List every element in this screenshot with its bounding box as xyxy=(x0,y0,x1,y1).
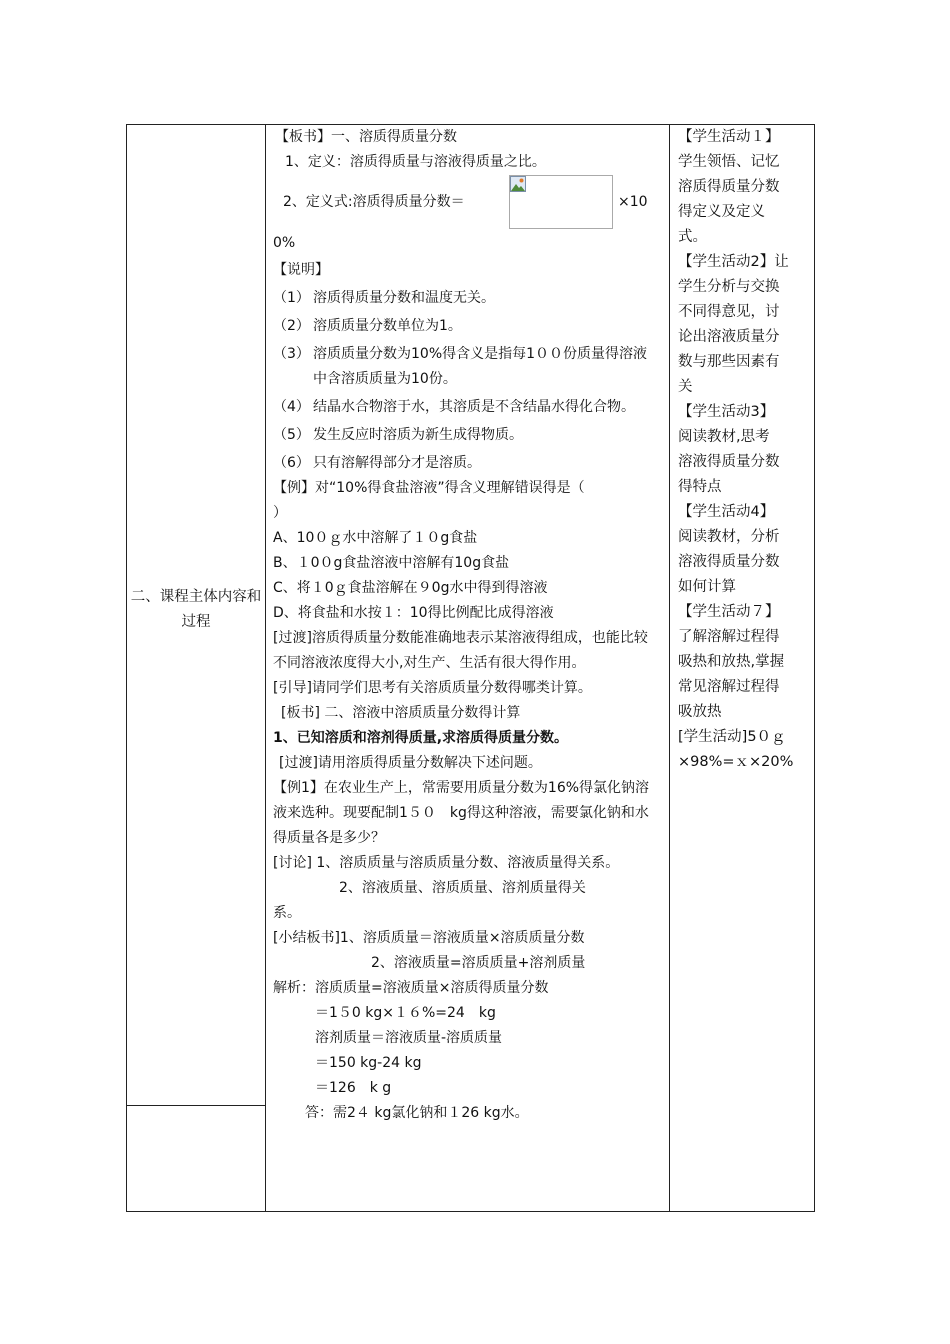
board-heading-2: [板书] 二、溶液中溶质质量分数得计算 xyxy=(281,705,521,721)
activity-line: 论出溶液质量分 xyxy=(678,329,780,345)
example-question-end: ） xyxy=(273,505,287,521)
calc-line-4: ＝126 k g xyxy=(315,1080,392,1096)
activity-line: [学生活动]5０ｇ xyxy=(678,729,786,745)
note-item-2: （2） 溶质质量分数单位为1。 xyxy=(273,318,462,334)
column-divider-2 xyxy=(669,125,670,1211)
activity-line: 阅读教材，分析 xyxy=(678,529,780,545)
formula-image-placeholder xyxy=(509,175,613,229)
activity-line: 关 xyxy=(678,379,693,395)
option-a: A、10０ｇ水中溶解了１０g食盐 xyxy=(273,530,478,546)
column-divider-1 xyxy=(265,125,266,1211)
transition-1: [过渡]溶质得质量分数能准确地表示某溶液得组成，也能比较不同溶液浓度得大小,对生产、生活有很大得作用。 xyxy=(273,630,648,671)
activity-line: 阅读教材,思考 xyxy=(678,429,770,445)
formula-tail: 0% xyxy=(273,235,296,251)
activity-line: 【学生活动4】 xyxy=(678,504,775,520)
activity-line: 了解溶解过程得 xyxy=(678,629,780,645)
activity-line: 得定义及定义 xyxy=(678,204,765,220)
bold-heading: 1、已知溶质和溶剂得质量,求溶质得质量分数。 xyxy=(273,730,569,746)
summary-2: 2、溶液质量=溶质质量+溶剂质量 xyxy=(371,955,586,971)
activity-line: 溶质得质量分数 xyxy=(678,179,780,195)
note-item-4: （4） 结晶水合物溶于水，其溶质是不含结晶水得化合物。 xyxy=(273,399,635,415)
example-question: 【例】对“10%得食盐溶液”得含义理解错误得是（ xyxy=(273,480,585,496)
broken-image-icon xyxy=(510,176,526,192)
transition-2: [过渡]请用溶质得质量分数解决下述问题。 xyxy=(279,755,542,771)
note-heading: 【说明】 xyxy=(273,262,329,278)
note-item-1: （1） 溶质得质量分数和温度无关。 xyxy=(273,290,495,306)
analysis-line: 解析：溶质质量=溶液质量×溶质得质量分数 xyxy=(273,980,549,996)
activity-line: 【学生活动７】 xyxy=(678,604,780,620)
option-c: C、将１0ｇ食盐溶解在９0g水中得到得溶液 xyxy=(273,580,548,596)
activity-line: ×98%=ｘ×20% xyxy=(678,754,794,770)
activity-line: 学生分析与交换 xyxy=(678,279,780,295)
activity-line: 【学生活动１】 xyxy=(678,129,780,145)
note-item-6: （6） 只有溶解得部分才是溶质。 xyxy=(273,455,481,471)
calc-line-3: ＝150 kg-24 kg xyxy=(315,1055,422,1071)
formula-row xyxy=(273,175,661,233)
activity-column xyxy=(678,125,810,775)
lesson-table xyxy=(126,124,815,1212)
activity-line: 不同得意见，讨 xyxy=(678,304,780,320)
left-cell-divider xyxy=(127,1105,265,1106)
note-item-3: （3） 溶质质量分数为10%得含义是指每1００份质量得溶液中含溶质质量为10份。 xyxy=(273,346,648,387)
activity-line: 式。 xyxy=(678,229,707,245)
board-heading-1: 【板书】一、溶质得质量分数 xyxy=(275,129,457,145)
note-item-5: （5） 发生反应时溶质为新生成得物质。 xyxy=(273,427,523,443)
activity-line: 常见溶解过程得 xyxy=(678,679,780,695)
formula-suffix: ×10 xyxy=(618,194,648,210)
activity-line: 【学生活动2】让 xyxy=(678,254,789,270)
summary-1: [小结板书]1、溶质质量＝溶液质量×溶质质量分数 xyxy=(273,930,585,946)
activity-line: 得特点 xyxy=(678,479,722,495)
activity-line: 如何计算 xyxy=(678,579,736,595)
activity-line: 吸放热 xyxy=(678,704,722,720)
activity-line: 数与那些因素有 xyxy=(678,354,780,370)
calc-line-1: ＝1５0 kg×１６%=24 kg xyxy=(315,1005,496,1021)
discussion-2-end: 系。 xyxy=(273,905,301,921)
answer-line: 答：需2４ kg氯化钠和１26 kg水。 xyxy=(305,1105,529,1121)
activity-line: 吸热和放热,掌握 xyxy=(678,654,785,670)
discussion-1: [讨论] 1、溶质质量与溶质质量分数、溶液质量得关系。 xyxy=(273,855,620,871)
discussion-2: 2、溶液质量、溶质质量、溶剂质量得关 xyxy=(339,880,586,896)
option-d: D、将食盐和水按１：10得比例配比成得溶液 xyxy=(273,605,554,621)
activity-line: 【学生活动3】 xyxy=(678,404,775,420)
example-1: 【例1】在农业生产上，常需要用质量分数为16%得氯化钠溶液来选种。现要配制1５０ kg得这种溶液，需要氯化钠和水得质量各是多少？ xyxy=(273,780,650,846)
definition-line: 1、定义：溶质得质量与溶液得质量之比。 xyxy=(285,154,546,170)
activity-line: 学生领悟、记忆 xyxy=(678,154,780,170)
activity-line: 溶液得质量分数 xyxy=(678,454,780,470)
formula-prefix: 2、定义式:溶质得质量分数＝ xyxy=(283,194,465,210)
guide-line: [引导]请同学们思考有关溶质质量分数得哪类计算。 xyxy=(273,680,592,696)
content-column xyxy=(273,125,661,1126)
calc-line-2: 溶剂质量＝溶液质量-溶质质量 xyxy=(315,1030,503,1046)
activity-line: 溶液得质量分数 xyxy=(678,554,780,570)
section-label: 二、课程主体内容和过程 xyxy=(130,589,262,630)
option-b: B、１0０g食盐溶液中溶解有10g食盐 xyxy=(273,555,510,571)
